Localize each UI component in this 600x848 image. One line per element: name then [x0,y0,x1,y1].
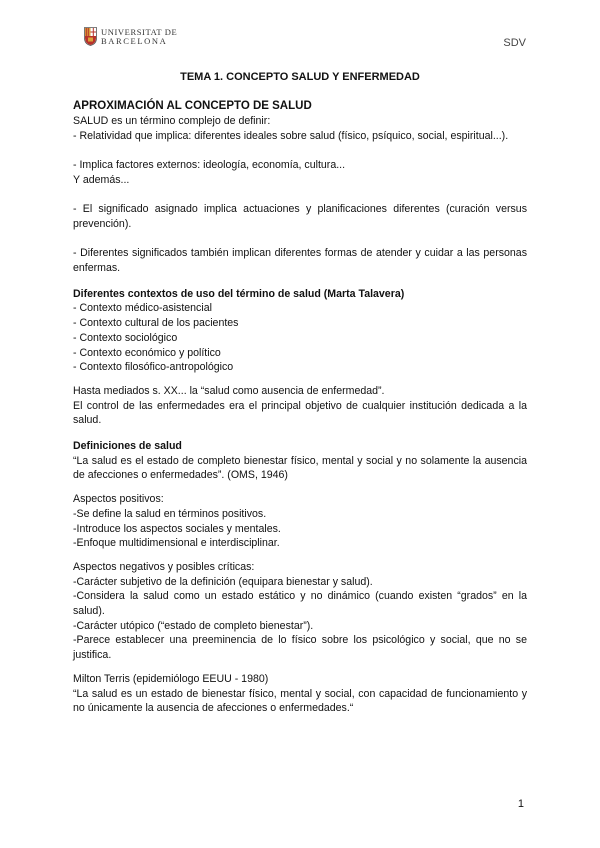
university-name-line2: BARCELONA [101,35,168,46]
paragraph-significado: - El significado asignado implica actuaciones y planificaciones diferentes (curación versus prevención). [73,203,527,230]
negatives-title: Aspectos negativos y posibles críticas: [73,560,255,573]
university-name-line1: UNIVERSITAT DE [101,26,178,37]
list-item: - Contexto económico y político [73,346,221,359]
university-logo [84,27,177,46]
list-item: -Parece establecer una preeminencia de lo físico sobre los psicológico y social, que no se justifica. [73,634,527,662]
page-number: 1 [517,798,524,810]
section-heading-aproximacion: APROXIMACIÓN AL CONCEPTO DE SALUD [73,100,312,112]
document-body [73,99,527,716]
positives-title: Aspectos positivos: [73,493,164,506]
paragraph-mediados-siglo: Hasta mediados s. XX... la “salud como ausencia de enfermedad”. [73,384,385,397]
list-item: - Contexto cultural de los pacientes [73,317,239,330]
paragraph-formas-atender: - Diferentes significados también implican diferentes formas de atender y cuidar a las personas enfermas. [73,247,527,274]
paragraph-factores-externos: - Implica factores externos: ideología, economía, cultura... [73,159,346,172]
list-item: -Se define la salud en términos positivos. [73,507,267,520]
list-item: - Contexto médico-asistencial [73,302,212,315]
list-item: -Enfoque multidimensional e interdisciplinar. [73,537,280,550]
terris-title: Milton Terris (epidemiólogo EEUU - 1980) [73,672,269,685]
paragraph-relatividad: - Relatividad que implica: diferentes ideales sobre salud (físico, psíquico, social, espiritual...). [73,129,509,142]
crest-icon [84,27,97,46]
paragraph-control-enfermedades: El control de las enfermedades era el principal objetivo de cualquier institución dedicada a la salud. [73,399,527,427]
list-item: -Considera la salud como un estado estático y no dinámico (cuando existen “grados” en la salud). [73,590,527,618]
document-title: TEMA 1. CONCEPTO SALUD Y ENFERMEDAD [180,71,420,83]
paragraph-y-ademas: Y además... [73,173,130,186]
section-heading-contextos: Diferentes contextos de uso del término de salud (Marta Talavera) [73,287,405,300]
list-item: - Contexto filosófico-antropológico [73,361,234,374]
list-item: -Carácter utópico (“estado de completo bienestar”). [73,619,314,632]
list-item: - Contexto sociológico [73,331,178,344]
section-heading-definiciones: Definiciones de salud [73,440,182,453]
list-item: -Introduce los aspectos sociales y mentales. [73,522,281,535]
intro-text: SALUD es un término complejo de definir: [73,115,271,127]
quote-terris: “La salud es un estado de bienestar físico, mental y social, con capacidad de funcionamiento y no únicamente la ausencia de afecciones o enfermedades.“ [73,687,527,715]
quote-oms: “La salud es el estado de completo bienestar físico, mental y social y no solamente la ausencia de afecciones o enfermedades”. (OMS, 1946) [73,454,527,482]
list-item: -Carácter subjetivo de la definición (equipara bienestar y salud). [73,575,373,588]
document-code: SDV [503,37,526,49]
